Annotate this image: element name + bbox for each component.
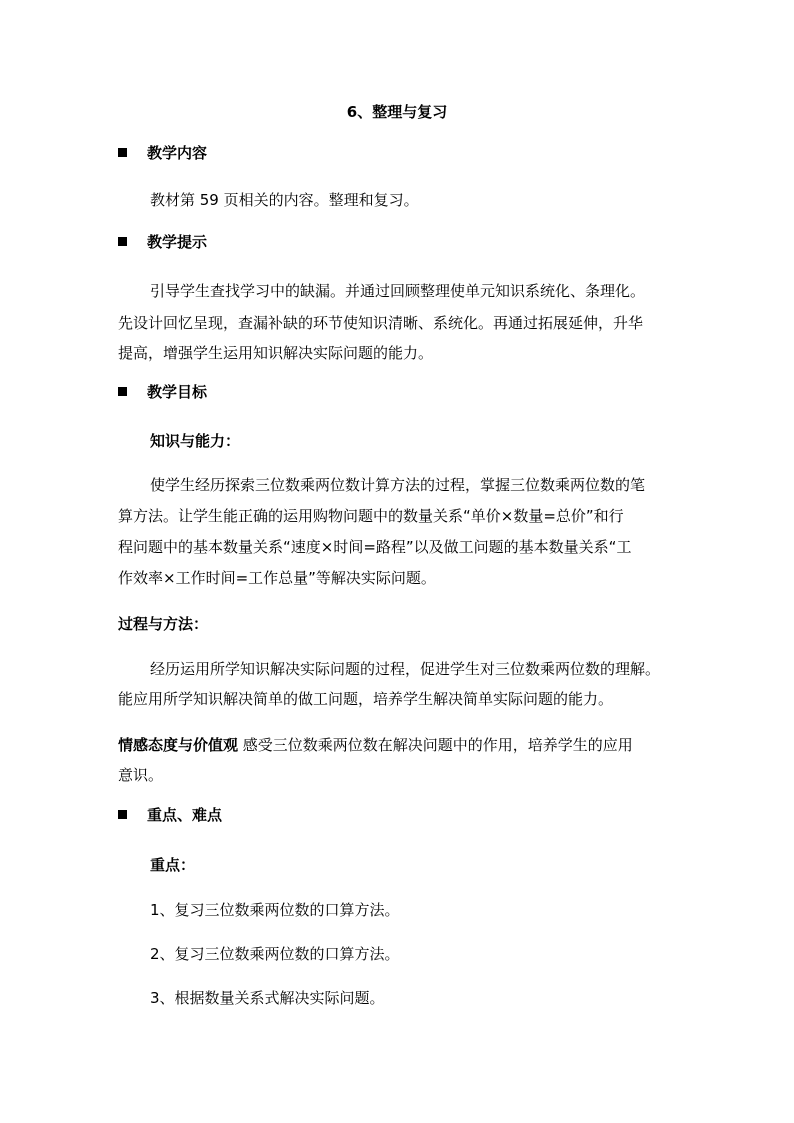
- key-point-item: 1、复习三位数乘两位数的口算方法。: [150, 901, 400, 919]
- section-heading-content: 教学内容: [118, 143, 207, 163]
- process-line-2: 能应用所学知识解决简单的做工问题，培养学生解决简单实际问题的能力。: [118, 690, 614, 708]
- knowledge-line-2: 算方法。让学生能正确的运用购物问题中的数量关系“单价×数量=总价”和行: [118, 507, 624, 525]
- square-bullet-icon: [118, 387, 127, 396]
- attitude-line-2: 意识。: [118, 766, 164, 784]
- attitude-label: 情感态度与价值观: [118, 736, 239, 754]
- section-heading-goals: 教学目标: [118, 382, 207, 402]
- knowledge-label: 知识与能力：: [150, 432, 241, 450]
- attitude-line-1: [118, 735, 633, 755]
- document-title: 6、整理与复习: [346, 103, 448, 121]
- process-line-1: 经历运用所学知识解决实际问题的过程，促进学生对三位数乘两位数的理解。: [150, 660, 661, 678]
- key-point-item: 3、根据数量关系式解决实际问题。: [150, 989, 385, 1007]
- hints-line-3: 提高，增强学生运用知识解决实际问题的能力。: [118, 344, 434, 362]
- knowledge-line-4: 作效率×工作时间=工作总量”等解决实际问题。: [118, 569, 436, 587]
- key-points-label: 重点：: [150, 856, 196, 874]
- process-label: 过程与方法：: [118, 615, 209, 633]
- square-bullet-icon: [118, 148, 127, 157]
- section-heading-key-points: 重点、难点: [118, 805, 222, 825]
- knowledge-line-3: 程问题中的基本数量关系“速度×时间=路程”以及做工问题的基本数量关系“工: [118, 538, 632, 556]
- section-heading-hints: 教学提示: [118, 232, 207, 252]
- square-bullet-icon: [118, 237, 127, 246]
- content-text: 教材第 59 页相关的内容。整理和复习。: [150, 191, 419, 209]
- key-point-item: 2、复习三位数乘两位数的口算方法。: [150, 945, 400, 963]
- hints-line-1: 引导学生查找学习中的缺漏。并通过回顾整理使单元知识系统化、条理化。: [150, 282, 646, 300]
- attitude-text: 感受三位数乘两位数在解决问题中的作用，培养学生的应用: [238, 736, 633, 754]
- hints-line-2: 先设计回忆呈现，查漏补缺的环节使知识清晰、系统化。再通过拓展延伸，升华: [118, 314, 644, 332]
- square-bullet-icon: [118, 810, 127, 819]
- knowledge-line-1: 使学生经历探索三位数乘两位数计算方法的过程，掌握三位数乘两位数的笔: [150, 476, 646, 494]
